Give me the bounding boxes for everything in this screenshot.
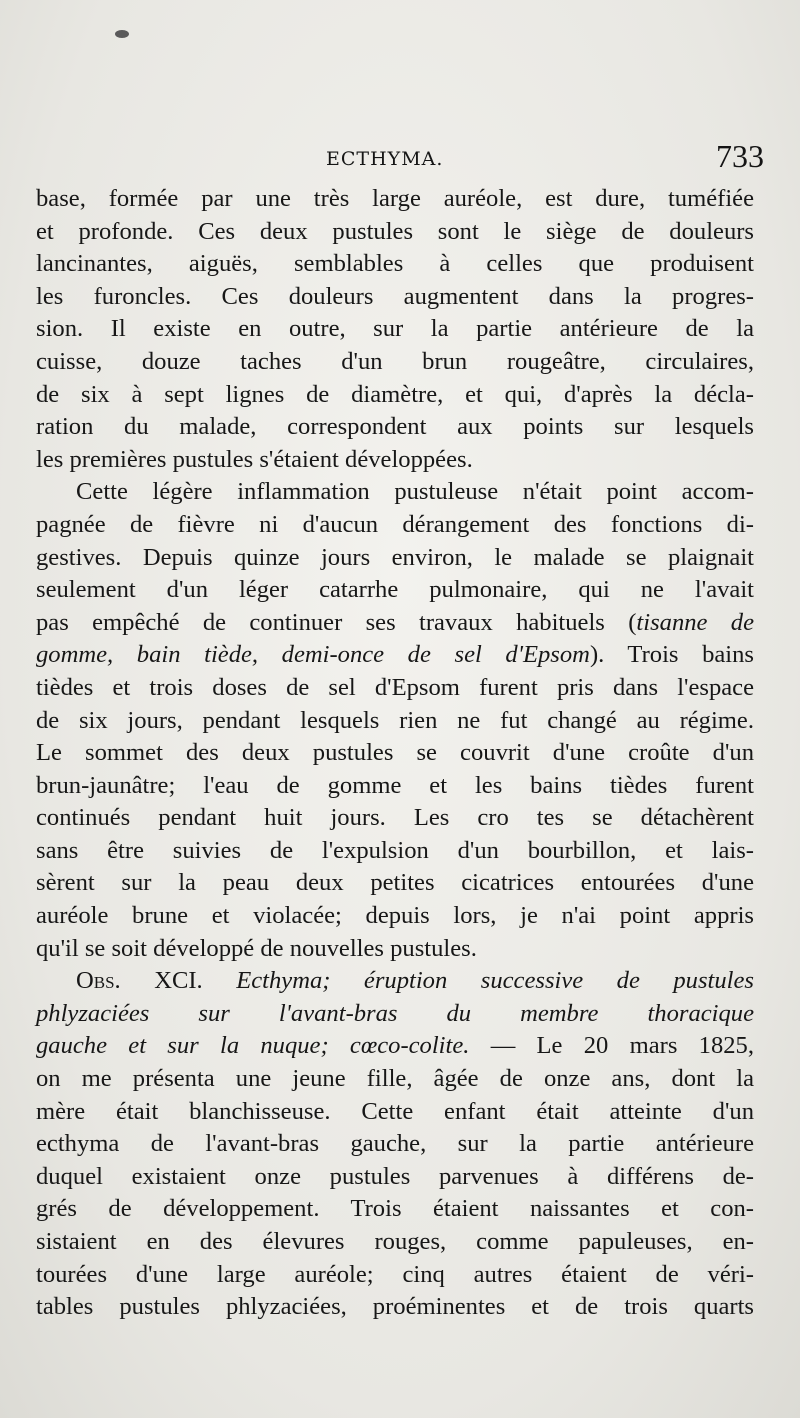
paragraph-1 bbox=[36, 183, 754, 476]
text-line: tièdes et trois doses de sel d'Epsom furent pris dans l'espace bbox=[36, 673, 754, 701]
text-line: on me présenta une jeune fille, âgée de onze ans, dont la bbox=[36, 1065, 754, 1093]
page-number: 733 bbox=[716, 138, 764, 174]
text-line: les furoncles. Ces douleurs augmentent dans la progres- bbox=[36, 282, 754, 310]
body-text bbox=[36, 183, 754, 1324]
text-segment: — Le 20 mars 1825, bbox=[490, 1032, 754, 1060]
italic-segment: Ecthyma; éruption successive de pustules bbox=[236, 967, 754, 995]
text-line: Cette légère inflammation pustuleuse n'était point accom- bbox=[76, 478, 754, 506]
running-title: ECTHYMA. bbox=[326, 148, 444, 170]
text-line: seulement d'un léger catarrhe pulmonaire, qui ne l'avait bbox=[36, 576, 754, 604]
text-line bbox=[36, 1030, 754, 1063]
text-line: qu'il se soit développé de nouvelles pustules. bbox=[36, 934, 477, 962]
text-line: et profonde. Ces deux pustules sont le siège de douleurs bbox=[36, 217, 754, 245]
ink-speck bbox=[115, 30, 129, 38]
text-line: mère était blanchisseuse. Cette enfant était atteinte d'un bbox=[36, 1097, 754, 1125]
text-line: grés de développement. Trois étaient naissantes et con- bbox=[36, 1195, 754, 1223]
text-line: sans être suivies de l'expulsion d'un bourbillon, et lais- bbox=[36, 836, 754, 864]
text-line: ration du malade, correspondent aux points sur lesquels bbox=[36, 413, 754, 441]
text-line: sistaient en des élevures rouges, comme papuleuses, en- bbox=[36, 1228, 754, 1255]
observation-label: Obs. XCI. bbox=[76, 967, 203, 995]
italic-segment: tisanne de bbox=[636, 608, 754, 636]
text-segment: pas empêché de continuer ses travaux habituels ( bbox=[36, 608, 637, 636]
italic-segment: gauche et sur la nuque; cœco-colite. bbox=[36, 1032, 470, 1060]
text-line: Le sommet des deux pustules se couvrit d'une croûte d'un bbox=[36, 739, 754, 767]
text-line: tourées d'une large auréole; cinq autres étaient de véri- bbox=[36, 1260, 754, 1288]
text-line bbox=[36, 965, 754, 998]
text-line: continués pendant huit jours. Les cro tes se détachèrent bbox=[36, 804, 754, 832]
page-header bbox=[36, 140, 764, 180]
paragraph-2 bbox=[36, 476, 754, 965]
paragraph-3 bbox=[36, 965, 754, 1324]
text-line: cuisse, douze taches d'un brun rougeâtre, circulaires, bbox=[36, 347, 754, 375]
text-line: base, formée par une très large auréole, est dure, tuméfiée bbox=[36, 185, 754, 212]
text-line: de six à sept lignes de diamètre, et qui, d'après la décla- bbox=[36, 380, 754, 408]
text-line: gestives. Depuis quinze jours environ, le malade se plaignait bbox=[36, 543, 754, 571]
text-line: tables pustules phlyzaciées, proéminentes et de trois quarts bbox=[36, 1293, 754, 1321]
text-line: sion. Il existe en outre, sur la partie antérieure de la bbox=[36, 315, 754, 343]
text-line: lancinantes, aiguës, semblables à celles que produisent bbox=[36, 250, 754, 278]
text-line: pagnée de fièvre ni d'aucun dérangement des fonctions di- bbox=[36, 510, 754, 538]
italic-segment: gomme, bain tiède, demi-once de sel d'Epsom bbox=[36, 641, 590, 669]
text-line: duquel existaient onze pustules parvenues à différens de- bbox=[36, 1162, 754, 1190]
text-line: ecthyma de l'avant-bras gauche, sur la partie antérieure bbox=[36, 1130, 754, 1158]
text-line: phlyzaciées sur l'avant-bras du membre thoracique bbox=[36, 999, 754, 1027]
text-line bbox=[36, 607, 754, 640]
text-line bbox=[36, 639, 754, 672]
text-line: les premières pustules s'étaient développées. bbox=[36, 445, 473, 473]
text-line: auréole brune et violacée; depuis lors, je n'ai point appris bbox=[36, 902, 754, 930]
text-segment: ). Trois bains bbox=[589, 641, 755, 669]
text-line: brun-jaunâtre; l'eau de gomme et les bains tièdes furent bbox=[36, 771, 754, 799]
text-line: de six jours, pendant lesquels rien ne fut changé au régime. bbox=[36, 706, 754, 734]
text-line: sèrent sur la peau deux petites cicatrices entourées d'une bbox=[36, 869, 754, 897]
